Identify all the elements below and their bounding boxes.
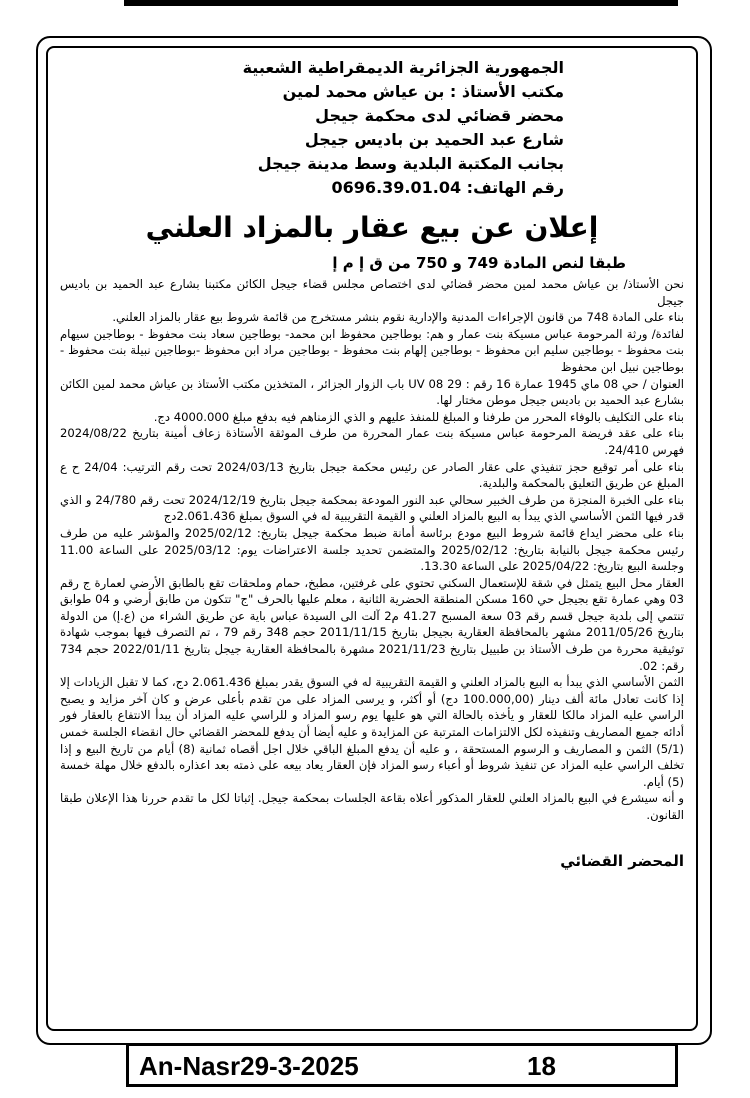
paragraph-beneficiaries: لفائدة/ ورثة المرحومة عباس مسيكة بنت عمار و هم: بوطاجين محفوظ ابن محمد- بوطاجين سعاد بنت محفوظ - بوطاجين سيهام بنت محفوظ - بوطاجين سليم ابن محفوظ - بوطاجين إلهام بنت محفوظ - بوطاجين مراد ابن محفوظ -بوطاجين نبيلة بنت محفوظ - بوطاجين نبيل ابن محفوظ: [60, 326, 684, 374]
paragraph-expert-report: بناء على الخبرة المنجزة من طرف الخبير سحالي عبد النور المودعة بمحكمة جيجل بتاريخ 2024/12/19 تحت رقم 24/780 و الذي قدر فيها الثمن الأساسي الذي يبدأ به البيع بالمزاد العلني و القيمة التقريبية له في السوق بمبلغ 2.061.436دج: [60, 492, 684, 524]
header-office: مكتب الأستاذ : بن عياش محمد لمين: [282, 82, 564, 101]
page-number: 18: [527, 1051, 556, 1081]
paragraph-legal-basis: بناء على المادة 748 من قانون الإجراءات المدنية والإدارية نقوم بنشر مستخرج من قائمة شروط بيع عقار بالمزاد العلني.: [112, 310, 684, 325]
paragraph-conditions-filing: بناء على محضر ايداع قائمة شروط البيع مودع برئاسة أمانة ضبط محكمة جيجل بتاريخ: 2025/02/12 والمؤشر عليه من طرف رئيس محكمة جيجل بالنيابة بتاريخ: 2025/02/12 والمتضمن تحديد جلسة الاعتراضات يوم: 2025/03/12 على الساعة 11.00 وجلسة البيع بتاريخ: 2025/04/22 على الساعة 13.30.: [60, 525, 685, 574]
announcement-subtitle: طبقا لنص المادة 749 و 750 من ق إ م إ: [332, 254, 626, 272]
announcement-body: [60, 276, 684, 824]
bailiff-header: [60, 56, 684, 200]
header-phone: [60, 176, 564, 200]
header-role: محضر قضائي لدى محكمة جيجل: [315, 106, 564, 125]
paragraph-bailiff: نحن الأستاذ/ بن عياش محمد لمين محضر قضائي لدى اختصاص مجلس قضاء جيجل الكائن مكتبنا بشارع عبد الحميد بن باديس جيجل: [60, 277, 684, 308]
phone-label: رقم الهاتف:: [466, 178, 564, 197]
header-street: شارع عبد الحميد بن باديس جيجل: [304, 130, 564, 149]
publication-date: An-Nasr29-3-2025: [139, 1051, 359, 1081]
paragraph-payment-notice: بناء على التكليف بالوفاء المحرر من طرفنا و المبلغ للمنفذ عليهم و الذي الزمناهم فيه بدفع مبلغ 4000.000 دج.: [153, 409, 684, 424]
paragraph-closing: و أنه سيشرع في البيع بالمزاد العلني للعقار المذكور أعلاه بقاعة الجلسات بمحكمة جيجل. إثباتا لكل ما تقدم حررنا هذا الإعلان طبقا القانون.: [60, 791, 684, 822]
signature: المحضر القضائي: [560, 851, 684, 870]
paragraph-sale-terms: الثمن الأساسي الذي يبدأ به البيع بالمزاد العلني و القيمة التقريبية له في السوق يقدر بمبلغ 2.061.436 دج، كما لا تقبل الزيادات إلا إذا كانت تعادل مائة ألف دينار (100.000,00 دج) أو أكثر، و يرسى المزاد على من تقدم بأعلى عرض و كان آخر مزايد و يصبح الراسي عليه المزاد مالكا للعقار و يأخذه بالحالة التي هو عليها يوم رسو المزاد و للراسي عليه المزاد أن يبدأ الانتفاع بالعقار فور أدائه جميع المصاريف وتنفيذه لكل الالتزامات المترتبة عن المزايدة و عليه أيضا أن يدفع للمحضر القضائي حال انقضاء الجلسة خمس (5/1) الثمن و المصاريف و الرسوم المستحقة ، و عليه أن يدفع المبلغ الباقي خلال اجل أقصاه ثمانية (8) أيام من تاريخ البيع و إذا تخلف الراسي عليه المزاد عن تنفيذ شروط أو أعباء رسو المزاد فإن العقار يعاد بيعه على ذمته بعد اعذاره بالدفع خلال مهلة خمسة (5) أيام.: [60, 675, 684, 789]
paragraph-address: العنوان / حي 08 ماي 1945 عمارة 16 رقم : 29 UV 08 باب الزوار الجزائر ، المتخذين مكتب الأستاذ بن عياش محمد لمين الكائن بشارع عبد الحميد بن باديس جيجل موطن مختار لها.: [60, 376, 684, 408]
announcement-title: إعلان عن بيع عقار بالمزاد العلني: [145, 211, 599, 244]
paragraph-property-description: العقار محل البيع يتمثل في شقة للإستعمال السكني تحتوي على غرفتين، مطبخ، حمام وملحقات تقع بالطابق الأرضي لعمارة ج رقم 03 وهي عمارة تقع بجيجل حي 160 مسكن المنطقة الحضرية الثانية ، معلم عليها بالحرف "ج" تتكون من طابق أرضي و 04 طوابق تنتمي إلى بلدية جيجل قسم رقم 03 سعة المسبح 41.27 م2 آلت الى السيدة عباس باية عن طريق الشراء من (ع.إ) من الدولة بتاريخ 2011/05/26 مشهر بالمحافظة العقارية بجيجل بتاريخ 2011/11/15 حجم 348 رقم 79 ، تم التصرف فيها بموجب شهادة توثيقية محررة من طرف الأستاذ بن طبييل بتاريخ 2021/11/23 مشهرة بالمحافظة العقارية جيجل بتاريخ 2022/01/11 حجم 734 رقم: 02.: [60, 575, 684, 673]
phone-number: 0696.39.01.04: [331, 178, 462, 197]
announcement: [60, 56, 684, 870]
paragraph-inheritance-deed: بناء على عقد فريضة المرحومة عباس مسيكة بنت عمار المحررة من طرف الموثقة الأستاذة زعاف أمينة بتاريخ 2024/08/22 فهرس 24/410.: [60, 426, 684, 457]
top-rule: [124, 0, 678, 6]
paragraph-seizure-order: بناء على أمر توقيع حجز تنفيذي على عقار الصادر عن رئيس محكمة جيجل بتاريخ 2024/03/13 تحت رقم الترتيب: 24/04 ح ع المبلغ عن طريق التعليق بالمحكمة والبلدية.: [60, 459, 684, 491]
header-location: بجانب المكتبة البلدية وسط مدينة جيجل: [257, 154, 564, 173]
publication-footer: [126, 1043, 678, 1087]
header-republic: الجمهورية الجزائرية الديمقراطية الشعبية: [242, 58, 564, 77]
